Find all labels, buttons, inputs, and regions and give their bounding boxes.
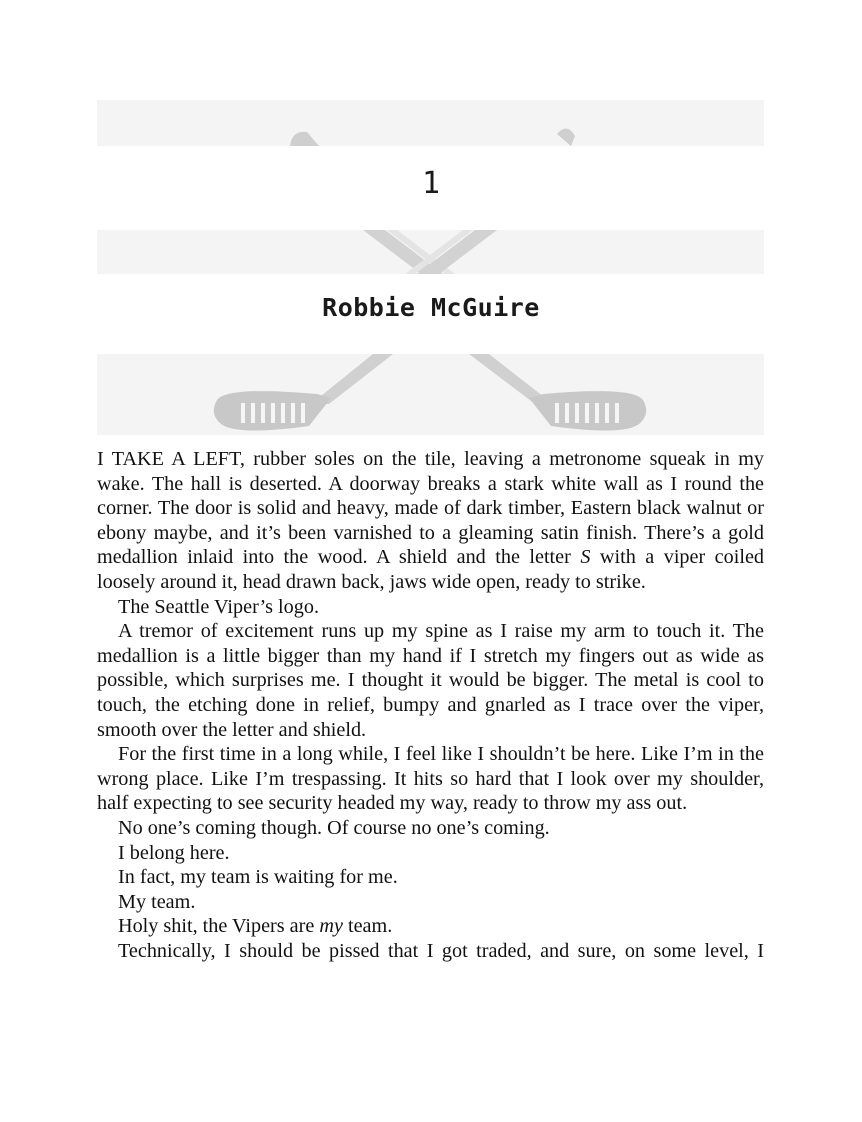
chapter-title: Robbie McGuire [322,293,540,322]
emphasis-text: my [319,915,343,938]
paragraph: The Seattle Viper’s logo. [118,595,319,618]
paragraph: A tremor of excitement runs up my spine as I raise my arm to touch it. The medallion is a little bigger than my hand if I stretch my fingers out as wide as possible, which surprises me. I thought it would be bigger. The metal is cool to touch, the etching done in relief, bumpy and gnarled as I trace over the viper, smooth over the letter and shield. [97,620,764,741]
paragraph-text: with a viper coiled loosely around it, head drawn back, jaws wide open, ready to strike. [97,546,765,593]
paragraph-text: I TAKE A LEFT, rubber soles on the tile, leaving a metronome squeak in my wake. The hall is deserted. A doorway breaks a stark white wall as I round the corner. The door is solid and heavy, made of dark timber, Eastern black walnut or ebony maybe, and it’s been varnished to a gleaming satin finish. There’s a gold medallion inlaid into the wood. A shield and the letter [97,448,764,569]
paragraph: For the first time in a long while, I feel like I shouldn’t be here. Like I’m in the wrong place. Like I’m trespassing. It hits so hard that I look over my shoulder, half expecting to see security headed my way, ready to throw my ass out. [97,743,764,815]
crossed-hockey-sticks-icon [97,100,764,435]
chapter-body [97,447,764,963]
chapter-number: 1 [421,166,441,201]
paragraph: I belong here. [118,841,230,864]
paragraph-text: team. [342,915,393,938]
emphasis-text: S [580,546,591,569]
paragraph-text: Holy shit, the Vipers are [118,915,320,938]
paragraph: My team. [118,890,196,913]
paragraph [97,447,764,595]
paragraph [97,914,764,939]
paragraph: No one’s coming though. Of course no one’s coming. [118,816,550,839]
paragraph: Technically, I should be pissed that I got traded, and sure, on some level, I [118,939,764,962]
paragraph: In fact, my team is waiting for me. [118,866,398,889]
